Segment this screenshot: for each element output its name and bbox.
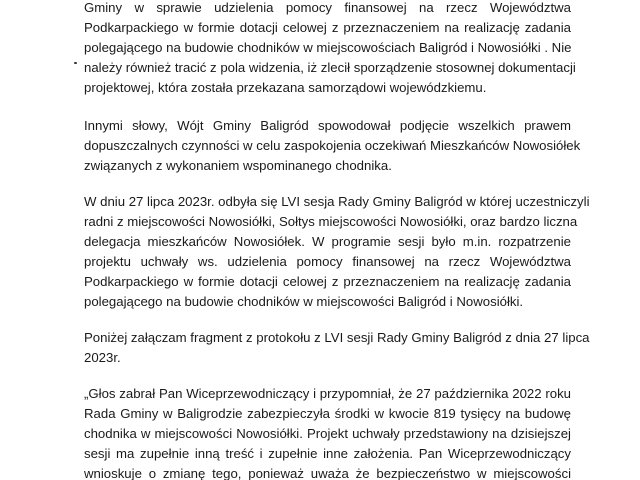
text-line: wnioskuje o zmianę tego, ponieważ uważa że bezpieczeństwo w miejscowości <box>84 466 571 480</box>
text-line: Gminy w sprawie udzielenia pomocy finansowej na rzecz Województwa <box>84 0 571 15</box>
text-line: Poniżej załączam fragment z protokołu z LVI sesji Rady Gminy Baligród z dnia 27 lipca <box>84 330 590 345</box>
text-line: należy również tracić z pola widzenia, iż zlecił sporządzenie stosownej dokumentacji <box>84 60 576 75</box>
text-line: projektu uchwały ws. udzielenia pomocy finansowej na rzecz Województwa <box>84 254 571 269</box>
text-line: związanych z wykonaniem wspominanego chodnika. <box>84 158 392 173</box>
text-line: chodnika w miejscowości Nowosiółki. Projekt uchwały przedstawiony na dzisiejszej <box>84 426 571 441</box>
text-line: radni z miejscowości Nowosiółki, Sołtys miejscowości Nowosiółki, oraz bardzo liczna <box>84 214 578 229</box>
text-line: projektowej, która została przekazana samorządowi wojewódzkiemu. <box>84 80 487 95</box>
text-line: dopuszczalnych czynności w celu zaspokojenia oczekiwań Mieszkańców Nowosiółek <box>84 138 581 153</box>
text-line: Podkarpackiego w formie dotacji celowej z przeznaczeniem na realizację zadania <box>84 274 571 289</box>
text-line: Podkarpackiego w formie dotacji celowej z przeznaczeniem na realizację zadania <box>84 20 571 35</box>
text-line: Rada Gminy w Baligrodzie zabezpieczyła środki w kwocie 819 tysięcy na budowę <box>84 406 571 421</box>
text-line: sesji ma zupełnie inną treść i zupełnie inne założenia. Pan Wiceprzewodniczący <box>84 446 571 461</box>
text-line: polegającego na budowie chodników w miejscowości Baligród i Nowosiółki. <box>84 294 524 309</box>
text-line: „Głos zabrał Pan Wiceprzewodniczący i przypomniał, że 27 października 2022 roku <box>84 386 571 401</box>
paragraph-3 <box>84 192 590 312</box>
paragraph-2 <box>84 116 581 176</box>
text-line: Innymi słowy, Wójt Gminy Baligród spowodował podjęcie wszelkich prawem <box>84 118 571 133</box>
paragraph-4 <box>84 328 590 368</box>
text-line: polegającego na budowie chodników w miejscowościach Baligród i Nowosiółki . Nie <box>84 40 572 55</box>
text-line: W dniu 27 lipca 2023r. odbyła się LVI sesja Rady Gminy Baligród w której uczestniczyli <box>84 194 590 209</box>
paragraph-1 <box>84 0 576 98</box>
paragraph-5 <box>84 384 571 480</box>
text-line: delegacja mieszkańców Nowosiółek. W programie sesji było m.in. rozpatrzenie <box>84 234 571 249</box>
stray-mark <box>74 62 77 64</box>
text-line: 2023r. <box>84 350 121 365</box>
